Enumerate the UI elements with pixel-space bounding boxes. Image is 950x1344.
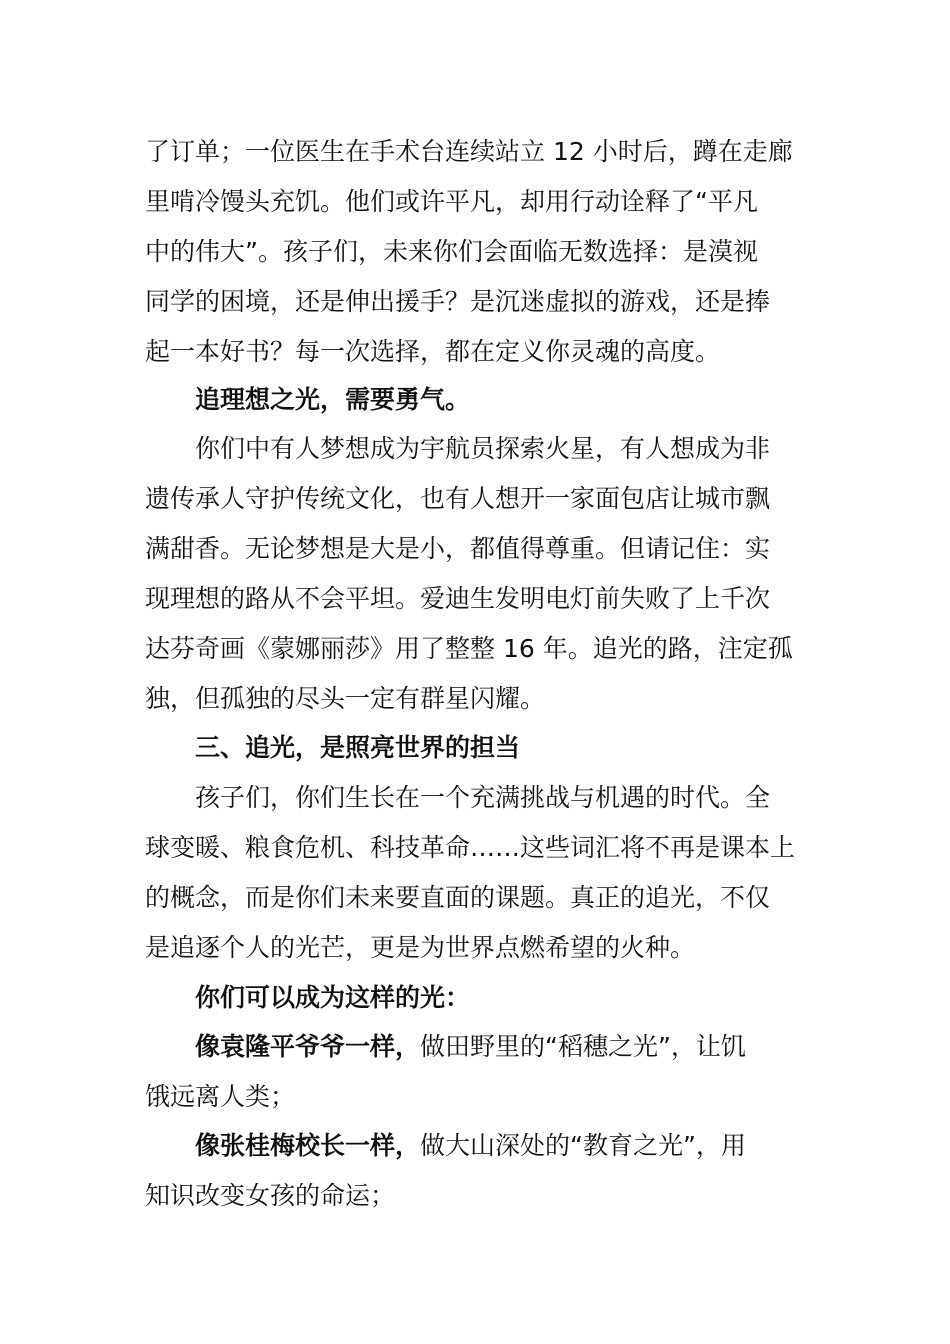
example-continuation: 知识改变女孩的命运； [145, 1181, 396, 1210]
paragraph-line: 的概念，而是你们未来要直面的课题。真正的追光，不仅 [145, 883, 771, 912]
example-text: 做田野里的“稻穗之光”，让饥 [420, 1032, 746, 1061]
paragraph-line: 满甜香。无论梦想是大是小，都值得尊重。但请记住：实 [145, 534, 771, 563]
paragraph-2 [145, 424, 810, 724]
paragraph-line: 里啃冷馒头充饥。他们或许平凡，却用行动诠释了“平凡 [145, 187, 758, 216]
subheading-courage: 追理想之光，需要勇气。 [195, 385, 471, 414]
paragraph-line: 了订单；一位医生在手术台连续站立 12 小时后，蹲在走廊 [145, 137, 793, 166]
example-zhang-guimei [145, 1121, 810, 1221]
paragraph-3 [145, 773, 810, 973]
paragraph-line: 你们中有人梦想成为宇航员探索火星，有人想成为非 [195, 434, 771, 463]
subheading-be-light: 你们可以成为这样的光： [195, 983, 471, 1012]
example-lead: 像袁隆平爷爷一样， [195, 1032, 421, 1061]
paragraph-line: 达芬奇画《蒙娜丽莎》用了整整 16 年。追光的路，注定孤 [145, 634, 793, 663]
paragraph-1 [145, 127, 810, 377]
paragraph-line: 是追逐个人的光芒，更是为世界点燃希望的火种。 [145, 933, 696, 962]
example-text: 做大山深处的“教育之光”，用 [420, 1131, 746, 1160]
paragraph-line: 起一本好书？每一次选择，都在定义你灵魂的高度。 [145, 337, 721, 366]
paragraph-line: 独，但孤独的尽头一定有群星闪耀。 [145, 684, 546, 713]
paragraph-line: 孩子们，你们生长在一个充满挑战与机遇的时代。全 [195, 783, 771, 812]
paragraph-line: 遗传承人守护传统文化，也有人想开一家面包店让城市飘 [145, 484, 771, 513]
example-line [145, 1121, 810, 1171]
paragraph-line: 现理想的路从不会平坦。爱迪生发明电灯前失败了上千次 [145, 584, 771, 613]
paragraph-line: 中的伟大”。孩子们，未来你们会面临无数选择：是漠视 [145, 237, 758, 266]
example-continuation: 饿远离人类； [145, 1082, 296, 1111]
paragraph-line: 同学的困境，还是伸出援手？是沉迷虚拟的游戏，还是捧 [145, 287, 771, 316]
example-yuan-longping [145, 1022, 810, 1122]
paragraph-line: 球变暖、粮食危机、科技革命……这些词汇将不再是课本上 [145, 833, 796, 862]
section-heading-3: 三、追光，是照亮世界的担当 [195, 733, 521, 762]
example-lead: 像张桂梅校长一样， [195, 1131, 421, 1160]
example-line [145, 1022, 810, 1072]
